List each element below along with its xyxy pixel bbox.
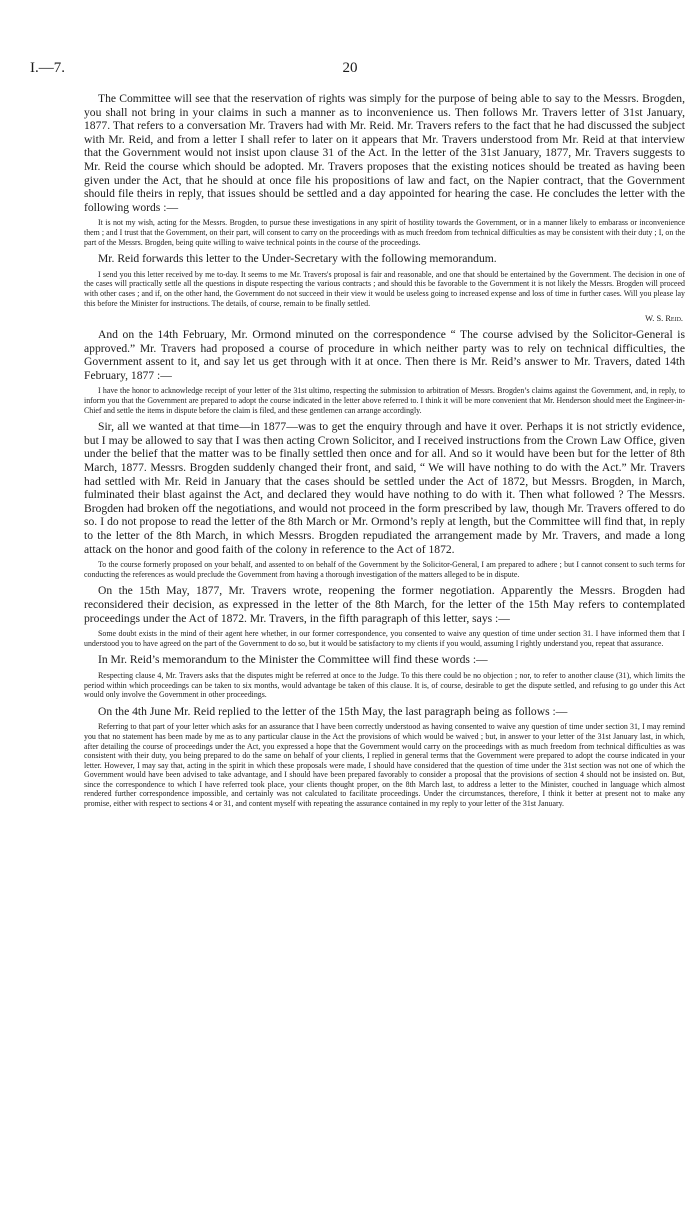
quote-clause-4: Respecting clause 4, Mr. Travers asks that the disputes might be referred at once to the Judge. To this there could be no objection ; nor, to refer to another clause (31), which limits the period within which proceedings can be taken to six months, would advantage be taken of this clause. It is, of course, desirable to get the dispute settled, and refusing to go under this Act would only involve the Government in other proceedings.: [84, 670, 685, 700]
quote-fifth-paragraph: Some doubt exists in the mind of their agent here whether, in our former correspondence, you consented to waive any question of time under section 31. I have informed them that I understood you to have agreed on the part of the Government to do so, but it would be satisfactory to my clients if you would, assuming I rightly understand you, repeat that assurance.: [84, 629, 685, 648]
quote-ormond-reply: To the course formerly proposed on your behalf, and assented to on behalf of the Government by the Solicitor-General, I am prepared to adhere ; but I cannot consent to such terms for conducting the references as would preclude the Government from having a thorough investigation of the matters alleged to be in dispute.: [84, 560, 685, 579]
document-body: [84, 92, 685, 814]
signature-name: W. S. Reid.: [645, 314, 683, 324]
page-number: 20: [342, 60, 358, 76]
quote-travers-letter: It is not my wish, acting for the Messrs. Brogden, to pursue these investigations in any spirit of hostility towards the Government, or in a manner likely to embarass or inconvenience them ; and I trust that the Government, on their part, will consent to carry on the proceedings with as much freedom from technical difficulties as may be consistent with their duty ; I, on the part of the Messrs. Brogden, being quite willing to waive technical points in the course of the proceedings.: [84, 218, 685, 247]
signature-block: [84, 313, 685, 324]
quote-last-paragraph: Referring to that part of your letter which asks for an assurance that I have been correctly understood as having consented to waive any question of time under section 31, I may remind you that no statement has been made by me as to any particular clause in the Act the provisions of which would be waived ; but, in answer to your letter of the 31st January last, in which, after detailing the course of proceedings under the Act, you expressed a hope that the Government would carry on the proceedings with as much freedom from technical difficulties as was consistent with their duty, you being prepared to do the same on behalf of your clients, I replied in general terms that the Government were prepared to adopt the course indicated in your letter. However, I may say that, acting in the spirit in which these proposals were made, I should have considered that the question of time under the 31st section was not one of which the Government would have been advised to take advantage, and I should have been prepared favorably to consider a proposal that the provisions of section 4 should not be insisted on. But, since the correspondence to which I have referred took place, your clients thought proper, on the 8th March last, to address a letter to the Minister, couched in language which almost rendered further correspondence impossible, and certainly was not calculated to facilitate proceedings. Under the circumstances, therefore, I think it better at present not to make any promise, either with respect to sections 4 or 31, and content myself with repeating the assurance contained in my reply to your letter of the 31st January.: [84, 722, 685, 809]
paragraph-4th-june: On the 4th June Mr. Reid replied to the letter of the 15th May, the last paragraph being as follows :—: [98, 704, 568, 718]
paragraph-enquiry-1877: Sir, all we wanted at that time—in 1877—was to get the enquiry through and have it over. Perhaps it is not strictly evidence, but I may be allowed to say that I was then acting Crown Solicitor, and I received instructions from the Crown Law Office, given under the belief that the matter was to be finally settled then once and for all. And so it would have been but for the letter of 8th March, 1877. Messrs. Brogden suddenly changed their front, and said, “ We will have nothing to do with the Act.” Mr. Travers had settled with Mr. Reid in January that the cases should be settled under the Act of 1872, but Messrs. Brogden, in March, fulminated their blast against the Act, and declared they would have nothing to do with it. Then what followed ? The Messrs. Brogden had broken off the negotiations, and would not proceed in the form prescribed by law, though Mr. Travers offered to do so. I do not propose to read the letter of the 8th March or Mr. Ormond’s reply at length, but the Committee will find that, in reply to the letter of the 8th March, in which Messrs. Brogden repudiated the arrangement made by Mr. Travers, and made a long attack on the honor and good faith of the colony in reference to the Act of 1872.: [84, 420, 685, 556]
paragraph-committee-reservation: The Committee will see that the reservation of rights was simply for the purpose of being able to say to the Messrs. Brogden, you shall not bring in your claims in such a manner as to inconvenience us. Then follows Mr. Travers letter of 31st January, 1877. That refers to a conversation Mr. Travers had with Mr. Reid. Mr. Travers refers to the fact that he had discussed the subject with Mr. Reid, and from a letter I shall refer to later on it appears that Mr. Travers understood from Mr. Reid at that interview that the Government would not insist upon clause 31 of the Act. In the letter of the 31st January, 1877, Mr. Travers suggests to Mr. Reid the course which should be adopted. Mr. Travers proposes that the existing notices should be treated as having been given under the Act, that he should at once file his propositions of law and fact, on the Napier contract, that the Government should file theirs in reply, that issues should be settled and a day appointed for hearing the case. He concludes the letter with the following words :—: [84, 92, 685, 214]
paragraph-reid-forwards: Mr. Reid forwards this letter to the Under-Secretary with the following memorandum.: [98, 252, 497, 266]
quote-reid-memorandum: I send you this letter received by me to-day. It seems to me Mr. Travers's proposal is fair and reasonable, and one that should be entertained by the Government. The decision in one of the cases will practically settle all the questions in dispute respecting the various contracts ; and should this be favorable to the Government it is not likely the Messrs. Brogden will proceed with other cases ; and if, on the other hand, the Government do not succeed in their view it would be useless going to increased expense and loss of time in further cases. Will you please lay this before the Minister for instructions. The details, of course, remain to be finally settled.: [84, 269, 685, 308]
quote-reid-answer: I have the honor to acknowledge receipt of your letter of the 31st ultimo, respecting the submission to arbitration of Messrs. Brogden’s claims against the Government, and, in reply, to inform you that the Government are prepared to adopt the course indicated in the letter above referred to. I think it will be more convenient that Mr. Henderson should meet the Engineer-in-Chief and settle the items in dispute before the claim is filed, and these gentlemen can arrange accordingly.: [84, 386, 685, 415]
document-reference: I.—7.: [30, 60, 65, 76]
paragraph-15th-may: On the 15th May, 1877, Mr. Travers wrote, reopening the former negotiation. Apparently the Messrs. Brogden had reconsidered their decision, as expressed in the letter of the 8th March, for the letter of the 15th May refers to contemplated proceedings under the Act of 1872. Mr. Travers, in the fifth paragraph of this letter, says :—: [84, 584, 685, 625]
paragraph-reid-memorandum-minister: In Mr. Reid’s memorandum to the Minister the Committee will find these words :—: [98, 653, 488, 667]
page-header: [30, 60, 670, 80]
paragraph-ormond-minute: And on the 14th February, Mr. Ormond minuted on the correspondence “ The course advised by the Solicitor-General is approved.” Mr. Travers had proposed a course of procedure in which neither party was to rely on technical difficulties, the Government assent to it, and say let us get through with it at once. Then there is Mr. Reid’s answer to Mr. Travers, dated 14th February, 1877 :—: [84, 328, 685, 382]
